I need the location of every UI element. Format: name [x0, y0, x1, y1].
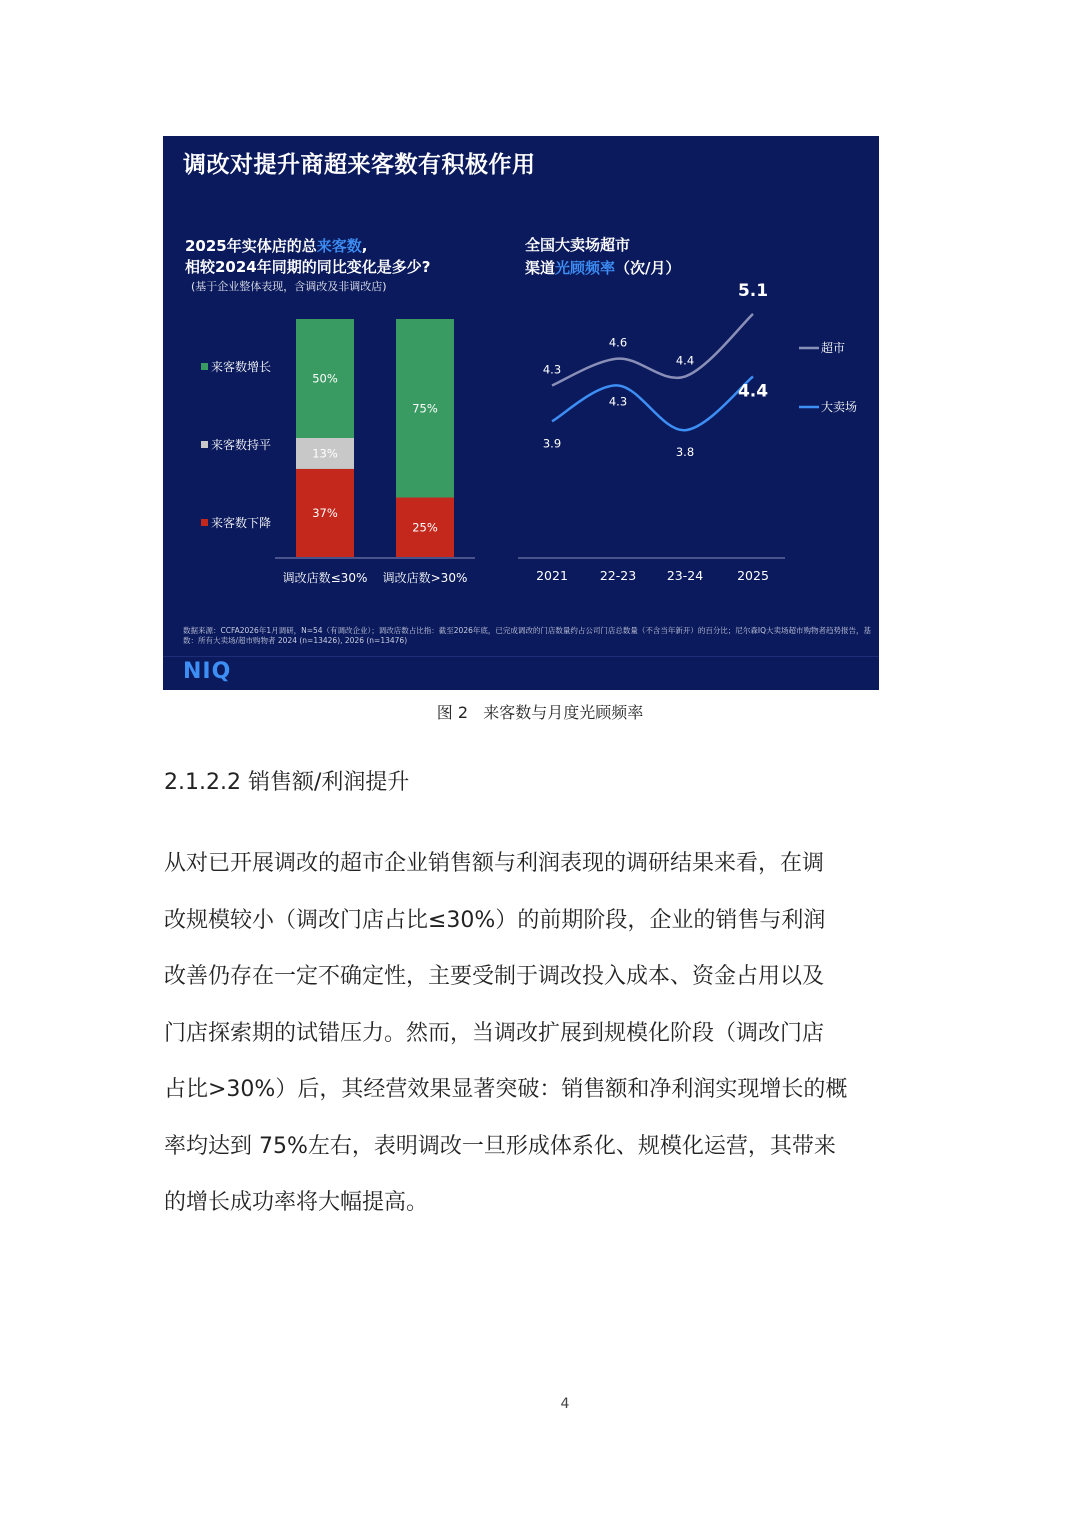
paragraph-line: 率均达到 75%左右，表明调改一旦形成体系化、规模化运营，其带来: [164, 1133, 836, 1159]
bar-data-label: 37%: [312, 505, 338, 520]
bar-category-label: 调改店数≤30%: [282, 571, 368, 585]
charts-svg: [163, 136, 879, 690]
legend-label-growth: 来客数增长: [211, 360, 272, 374]
paragraph-line: 门店探索期的试错压力。然而，当调改扩展到规模化阶段（调改门店: [164, 1020, 825, 1046]
caption-prefix: 图: [436, 703, 453, 722]
line-data-label: 4.3: [608, 394, 628, 409]
line-x-tick-label: 22-23: [599, 568, 637, 583]
figure-caption: [0, 700, 1080, 723]
line-x-tick-label: 2025: [737, 568, 769, 583]
line-data-label: 4.6: [608, 335, 628, 350]
figure-panel: [163, 136, 879, 690]
line-data-label: 3.9: [542, 436, 562, 451]
section-heading: 2.1.2.2 销售额/利润提升: [164, 770, 410, 795]
line-x-tick-label: 23-24: [666, 568, 704, 583]
legend-label-flat: 来客数持平: [211, 438, 272, 452]
right-title-line2-pre: 渠道: [525, 259, 556, 277]
left-question-line2: 相较2024年同期的同比变化是多少?: [185, 258, 431, 276]
caption-number: 2: [457, 703, 468, 722]
data-source-note: 数据来源：CCFA2026年1月调研，N=54（有调改企业）；调改店数占比指：截至2026年底，已完成调改的门店数量约占公司门店总数量（不含当年新开）的百分比；尼尔森IQ大卖场超市购物者趋势报告，基数：所有大卖场/超市购物者 2024 (n=13426), 2026 (n=13476): [183, 626, 871, 645]
left-question-highlight: 来客数: [316, 237, 362, 255]
paragraph-line: 的增长成功率将大幅提高。: [164, 1190, 429, 1215]
line-data-label: 4.4: [737, 381, 769, 402]
left-question-line1-pre: 2025年实体店的总: [185, 237, 317, 255]
paragraph-line: 占比>30%）后，其经营效果显著突破：销售额和净利润实现增长的概: [164, 1077, 848, 1102]
page-number: 4: [560, 1396, 570, 1412]
legend-label-decline: 来客数下降: [211, 516, 272, 530]
line-data-label: 5.1: [737, 280, 769, 301]
bar-data-label: 75%: [412, 401, 438, 416]
niq-logo: NIQ: [183, 659, 232, 684]
paragraph-line: 从对已开展调改的超市企业销售额与利润表现的调研结果来看，在调: [164, 851, 825, 876]
line-series-path: [552, 377, 753, 431]
line-series-path: [552, 314, 753, 386]
line-data-label: 4.3: [542, 362, 562, 377]
figure-title: 调改对提升商超来客数有积极作用: [183, 152, 536, 178]
bar-data-label: 50%: [312, 371, 338, 386]
body-paragraph: [164, 836, 924, 1232]
line-legend-label: 大卖场: [821, 400, 858, 414]
footer-divider: [163, 656, 879, 657]
line-data-label: 3.8: [675, 445, 695, 460]
bar-data-label: 25%: [412, 520, 438, 535]
right-title-highlight: 光顾频率: [555, 259, 616, 277]
line-data-label: 4.4: [675, 353, 695, 368]
left-question-note: (基于企业整体表现，含调改及非调改店): [191, 280, 387, 293]
bar-category-label: 调改店数>30%: [382, 571, 468, 585]
line-legend-label: 超市: [821, 341, 846, 355]
bar-data-label: 13%: [312, 446, 338, 461]
right-title-line1: 全国大卖场超市: [525, 236, 631, 254]
line-x-tick-label: 2021: [536, 568, 568, 583]
paragraph-line: 改善仍存在一定不确定性，主要受制于调改投入成本、资金占用以及: [164, 964, 825, 989]
paragraph-line: 改规模较小（调改门店占比≤30%）的前期阶段，企业的销售与利润: [164, 907, 826, 933]
caption-text: 来客数与月度光顾频率: [483, 703, 644, 722]
right-title-line2-post: （次/月）: [615, 259, 681, 277]
left-question-line1-post: ,: [361, 237, 368, 255]
